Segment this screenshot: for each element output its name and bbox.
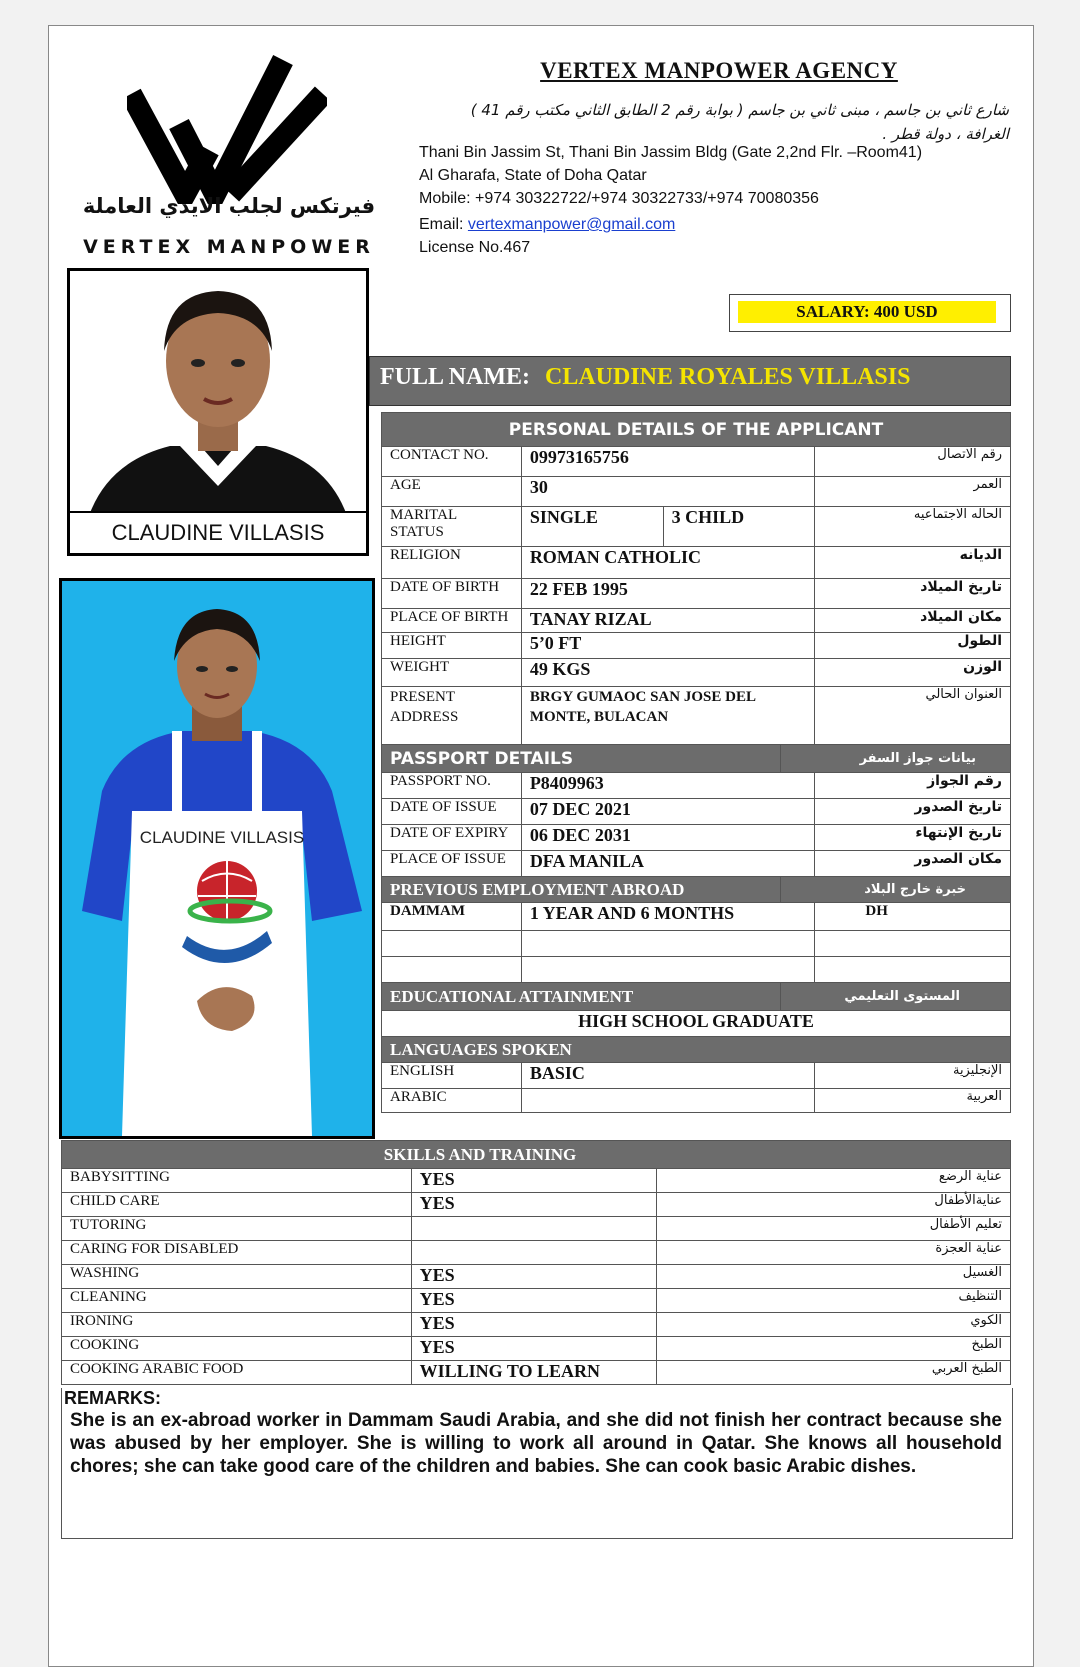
passport-no-label: PASSPORT NO. <box>382 773 522 799</box>
weight-label: WEIGHT <box>382 659 522 687</box>
skill-label-ar: عناية العجزة <box>657 1241 1011 1265</box>
height-value: 5’0 FT <box>521 633 814 659</box>
skill-label: CLEANING <box>62 1289 412 1313</box>
skills-header: SKILLS AND TRAINING <box>62 1141 1011 1169</box>
place-issue-value: DFA MANILA <box>521 851 814 877</box>
skill-row <box>62 1241 1011 1265</box>
language-label: ENGLISH <box>382 1063 522 1089</box>
full-name-label: FULL NAME: <box>380 364 530 390</box>
skill-value: YES <box>411 1313 657 1337</box>
logo-english-name: VERTEX MANPOWER <box>83 236 375 258</box>
marital-label-ar: الحاله الاجتماعيه <box>815 507 1011 547</box>
skill-row <box>62 1265 1011 1289</box>
address-ar-line2: الغرافة ، دولة قطر . <box>882 125 1009 143</box>
height-label: HEIGHT <box>382 633 522 659</box>
skill-row <box>62 1313 1011 1337</box>
skill-label-ar: تعليم الأطفال <box>657 1217 1011 1241</box>
employment-header: PREVIOUS EMPLOYMENT ABROAD <box>382 877 781 903</box>
salary-box <box>729 294 1011 332</box>
portrait-photo <box>67 268 369 556</box>
empty-cell <box>382 931 522 957</box>
skill-label: WASHING <box>62 1265 412 1289</box>
empty-cell <box>521 931 814 957</box>
contact-value: 09973165756 <box>521 447 814 477</box>
applicant-cv-page <box>48 25 1034 1667</box>
skill-value: YES <box>411 1193 657 1217</box>
contact-label: CONTACT NO. <box>382 447 522 477</box>
agency-address-en-1: Thani Bin Jassim St, Thani Bin Jassim Bldg (Gate 2,2nd Flr. –Room41) <box>419 144 923 161</box>
language-level <box>521 1089 814 1113</box>
skill-label-ar: عناية الرضع <box>657 1169 1011 1193</box>
skill-label-ar: عنايةالأطفال <box>657 1193 1011 1217</box>
contact-label-ar: رقم الاتصال <box>815 447 1011 477</box>
portrait-figure-icon <box>70 271 366 513</box>
pob-value: TANAY RIZAL <box>521 609 814 633</box>
skill-row <box>62 1361 1011 1385</box>
expiry-label-ar: تاريخ الإنتهاء <box>815 825 1011 851</box>
education-value: HIGH SCHOOL GRADUATE <box>382 1011 1011 1037</box>
skills-table <box>61 1140 1011 1385</box>
agency-address-en-2: Al Gharafa, State of Doha Qatar <box>419 167 647 184</box>
portrait-caption: CLAUDINE VILLASIS <box>70 511 366 553</box>
education-header-ar: المستوى التعليمي <box>781 983 1011 1011</box>
education-header: EDUCATIONAL ATTAINMENT <box>382 983 781 1011</box>
skill-value <box>411 1217 657 1241</box>
employment-header-ar: خبرة خارج البلاد <box>781 877 1011 903</box>
agency-email-line <box>419 216 675 234</box>
full-name-bar <box>369 356 1011 406</box>
agency-license: License No.467 <box>419 239 531 256</box>
employment-duration: 1 YEAR AND 6 MONTHS <box>521 903 814 931</box>
issue-date-value: 07 DEC 2021 <box>521 799 814 825</box>
address-value: BRGY GUMAOC SAN JOSE DEL MONTE, BULACAN <box>521 687 814 745</box>
skill-label-ar: الغسيل <box>657 1265 1011 1289</box>
age-label: AGE <box>382 477 522 507</box>
skill-label: BABYSITTING <box>62 1169 412 1193</box>
age-label-ar: العمر <box>815 477 1011 507</box>
skill-value <box>411 1241 657 1265</box>
issue-date-label: DATE OF ISSUE <box>382 799 522 825</box>
age-value: 30 <box>521 477 814 507</box>
full-name-value: CLAUDINE ROYALES VILLASIS <box>545 364 911 390</box>
height-label-ar: الطول <box>815 633 1011 659</box>
language-label-ar: الإنجليزية <box>815 1063 1011 1089</box>
logo-arabic-name: فيرتكس لجلب الايدي العاملة <box>82 194 376 218</box>
skill-label-ar: الطبخ <box>657 1337 1011 1361</box>
empty-cell <box>521 957 814 983</box>
skill-label: CHILD CARE <box>62 1193 412 1217</box>
personal-details-table <box>381 412 1011 1113</box>
address-ar-line1: شارع ثاني بن جاسم ، مبنى ثاني بن جاسم ( بوابة رقم 2 الطابق الثاني مكتب رقم 41 ) <box>470 101 1009 119</box>
skill-label: CARING FOR DISABLED <box>62 1241 412 1265</box>
issue-date-label-ar: تاريخ الصدور <box>815 799 1011 825</box>
empty-cell <box>382 957 522 983</box>
dob-value: 22 FEB 1995 <box>521 579 814 609</box>
language-level: BASIC <box>521 1063 814 1089</box>
skill-value: YES <box>411 1265 657 1289</box>
vertex-w-logo-icon <box>127 54 327 204</box>
skill-value: YES <box>411 1337 657 1361</box>
remarks-box <box>61 1388 1013 1539</box>
weight-label-ar: الوزن <box>815 659 1011 687</box>
address-label-ar: العنوان الحالي <box>815 687 1011 745</box>
skill-label-ar: الكوي <box>657 1313 1011 1337</box>
passport-no-value: P8409963 <box>521 773 814 799</box>
skill-row <box>62 1289 1011 1313</box>
skill-label: IRONING <box>62 1313 412 1337</box>
apron-name-text: CLAUDINE VILLASIS <box>139 828 305 847</box>
email-label: Email: <box>419 216 464 233</box>
expiry-label: DATE OF EXPIRY <box>382 825 522 851</box>
employment-position: DH <box>815 903 1011 931</box>
passport-header-ar: بيانات جواز السفر <box>781 745 1011 773</box>
language-label-ar: العربية <box>815 1089 1011 1113</box>
passport-header: PASSPORT DETAILS <box>382 745 781 773</box>
skill-value: YES <box>411 1169 657 1193</box>
marital-value: SINGLE <box>521 507 663 547</box>
languages-header: LANGUAGES SPOKEN <box>382 1037 1011 1063</box>
agency-mobile: Mobile: +974 30322722/+974 30322733/+974 70080356 <box>419 190 819 207</box>
address-label: PRESENT ADDRESS <box>382 687 522 745</box>
expiry-value: 06 DEC 2031 <box>521 825 814 851</box>
skill-row <box>62 1193 1011 1217</box>
religion-label-ar: الديانه <box>815 547 1011 579</box>
salary-label: SALARY: 400 USD <box>738 301 996 323</box>
full-body-photo <box>59 578 375 1139</box>
personal-details-header: PERSONAL DETAILS OF THE APPLICANT <box>382 413 1011 447</box>
language-row <box>382 1063 1011 1089</box>
skill-row <box>62 1217 1011 1241</box>
language-row <box>382 1089 1011 1113</box>
dob-label: DATE OF BIRTH <box>382 579 522 609</box>
pob-label-ar: مكان الميلاد <box>815 609 1011 633</box>
skill-row <box>62 1337 1011 1361</box>
skill-value: YES <box>411 1289 657 1313</box>
dob-label-ar: تاريخ الميلاد <box>815 579 1011 609</box>
remarks-title: REMARKS: <box>64 1388 161 1408</box>
skill-value: WILLING TO LEARN <box>411 1361 657 1385</box>
skill-label-ar: الطبخ العربي <box>657 1361 1011 1385</box>
pob-label: PLACE OF BIRTH <box>382 609 522 633</box>
place-issue-label-ar: مكان الصدور <box>815 851 1011 877</box>
skill-row <box>62 1169 1011 1193</box>
religion-label: RELIGION <box>382 547 522 579</box>
agency-name: VERTEX MANPOWER AGENCY <box>540 58 898 83</box>
skill-label: COOKING <box>62 1337 412 1361</box>
remarks-text: She is an ex-abroad worker in Dammam Saudi Arabia, and she did not finish her contract because she was abused by her employer. She is willing to work all around in Qatar. She knows all household chores; she can take good care of the children and babies. She can cook basic Arabic dishes. <box>70 1410 1002 1477</box>
empty-cell <box>815 931 1011 957</box>
full-body-figure-icon <box>62 581 372 1136</box>
weight-value: 49 KGS <box>521 659 814 687</box>
passport-no-label-ar: رقم الجواز <box>815 773 1011 799</box>
skill-label: TUTORING <box>62 1217 412 1241</box>
marital-label: MARITAL STATUS <box>382 507 522 547</box>
email-link[interactable]: vertexmanpower@gmail.com <box>467 216 676 233</box>
place-issue-label: PLACE OF ISSUE <box>382 851 522 877</box>
employment-row <box>382 903 1011 931</box>
empty-cell <box>815 957 1011 983</box>
children-value: 3 CHILD <box>663 507 815 547</box>
skill-label-ar: التنظيف <box>657 1289 1011 1313</box>
language-label: ARABIC <box>382 1089 522 1113</box>
skill-label: COOKING ARABIC FOOD <box>62 1361 412 1385</box>
religion-value: ROMAN CATHOLIC <box>521 547 814 579</box>
agency-address-arabic <box>399 98 1009 146</box>
employment-place: DAMMAM <box>382 903 522 931</box>
